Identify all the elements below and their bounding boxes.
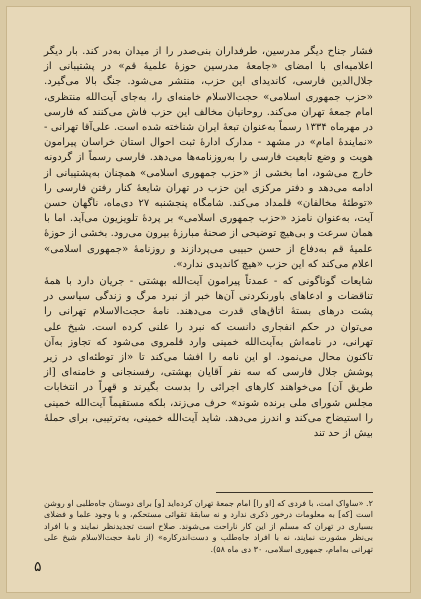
footnote: ۲. «ساواک امت، با فردی که [او را] امام جمعهٔ تهران کرده‌اید [و] برای دوستان جاه‌طلبی او روشن است [که] به معلومات درخور ذکری ندارد و نه سابقهٔ تقوائی مستحکم، و با وجود علما و فضلای بسیاری در تهران که مسلم از این کار ناراحت می‌شوند. صلاح است تجدیدنظر نمایند و با افراد بی‌نظر مشورت نمایند، نه با افراد جاه‌طلب و دست‌اندرکاره» (از نامهٔ حجت‌الاسلام شیخ علی تهرانی به‌امام، جمهوری اسلامی، ۳۰ دی ماه ۵۸). [44,498,373,554]
paragraph-2: شایعات گوناگونی که - عمدتاً پیرامون آیت‌الله بهشتی - جریان دارد با همهٔ تناقضات و ادعاهای باورنکردنی آن‌ها خبر از نبرد مرگ و زندگی سیاسی در پشت درهای بستهٔ اتاق‌های قدرت می‌دهند. نامهٔ حجت‌الاسلام تهرانی را می‌توان در حکم انفجاری دانست که نبرد را علنی کرده است. شیخ علی تهرانی، در نامه‌اش به‌آیت‌الله خمینی وارد قلمروی می‌شود که تجاوز به‌آن تاکنون محال می‌نمود. او این نامه را افشا می‌کند تا «از توطئه‌ای در زیر پوشش جلال فارسی که سه نفر آقایان بهشتی، رفسنجانی و خامنه‌ای [از طریق آن] می‌خواهند کارهای اجرائی را بدست بگیرند و قهراً در انتخابات مجلس شورای ملی برنده شوند» حرف می‌زند، بلکه مستقیماً آیت‌الله خمینی را استیضاح می‌کند و اندرز می‌دهد. شاید آیت‌الله خمینی، به‌ترتیبی، برای حملهٔ بیش از حد تند [44,276,373,440]
footnote-divider [216,492,373,493]
paragraph-1: فشار جناح دیگر مدرسین، طرفداران بنی‌صدر را از میدان به‌در کند. بار دیگر اعلامیه‌ای با امضای «جامعهٔ مدرسین حوزهٔ علمیهٔ قم» در پشتیبانی از جلال‌الدین فارسی، کاندیدای این حزب، منتشر می‌شود. جنگ بالا می‌گیرد. «حزب جمهوری اسلامی» حجت‌الاسلام خامنه‌ای را، به‌جای آیت‌الله منتظری، امام جمعهٔ تهران می‌کند. روحانیان مخالف این حزب فاش می‌کنند که فارسی در مهرماه ۱۳۳۴ رسماً به‌عنوان تبعهٔ ایران شناخته شده است. علی‌آقا تهرانی - «نمایندهٔ امام» در مشهد - مدارک ادارهٔ ثبت احوال استان خراسان پیرامون هویت و وضع تابعیت فارسی را به‌روزنامه‌ها می‌دهد. فارسی رسماً از گردونه خارج می‌شود، اما بخشی از «حزب جمهوری اسلامی» همچنان به‌پشتیبانی از ادامه می‌دهد و دفتر مرکزی این حزب در تهران شایعهٔ کنار رفتن فارسی را «توطئهٔ مخالفان» قلمداد می‌کند. شامگاه پنجشنبه ۲۷ دی‌ماه، ناگهان حسن آیت، به‌عنوان نامزد «حزب جمهوری اسلامی» بر پردهٔ تلویزیون می‌آید. اما با همان سرعت و بی‌هیچ توضیحی از صحنهٔ مبارزهٔ بیرون می‌رود. بخشی از حوزهٔ علمیهٔ قم به‌دفاع از حسن حبیبی می‌پردازند و روزنامهٔ «جمهوری اسلامی» اعلام می‌کند که این حزب «هیچ کاندیدی ندارد». [44,46,373,270]
book-page [6,6,411,593]
body-text [44,44,373,441]
page-number: ۵ [34,559,42,575]
